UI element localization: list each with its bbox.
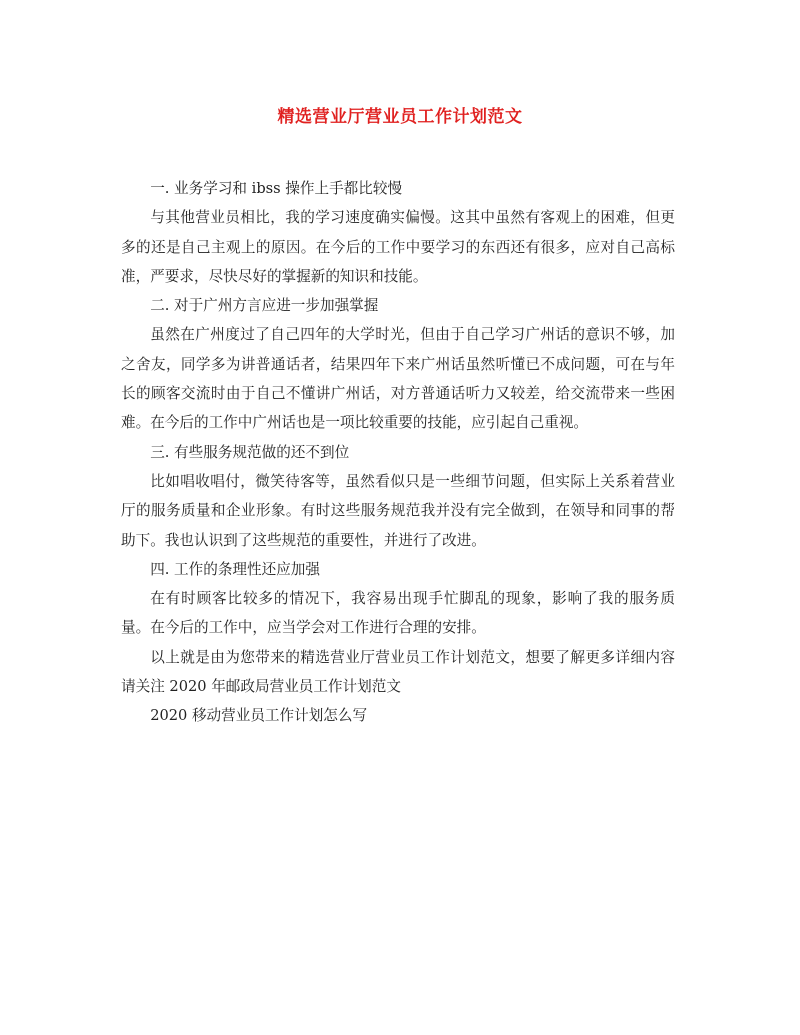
section-heading-2: 二. 对于广州方言应进一步加强掌握 bbox=[150, 297, 379, 315]
related-article-line: 2020 移动营业员工作计划怎么写 bbox=[150, 707, 368, 725]
section-paragraph-2: 虽然在广州度过了自己四年的大学时光，但由于自己学习广州话的意识不够，加之舍友，同学多为讲普通话者，结果四年下来广州话虽然听懂已不成问题，可在与年长的顾客交流时由于自己不懂讲广州话，对方普通话听力又较差，给交流带来一些困难。在今后的工作中广州话也是一项比较重要的技能，应引起自己重视。 bbox=[121, 326, 675, 432]
section-paragraph-1: 与其他营业员相比，我的学习速度确实偏慢。这其中虽然有客观上的困难，但更多的还是自己主观上的原因。在今后的工作中要学习的东西还有很多，应对自己高标准，严要求，尽快尽好的掌握新的知识和技能。 bbox=[121, 209, 675, 285]
section-heading-3: 三. 有些服务规范做的还不到位 bbox=[150, 443, 350, 461]
section-heading-4: 四. 工作的条理性还应加强 bbox=[150, 560, 320, 578]
document-body bbox=[121, 174, 675, 731]
section-heading-1: 一. 业务学习和 ibss 操作上手都比较慢 bbox=[150, 180, 403, 197]
section-paragraph-4: 在有时顾客比较多的情况下，我容易出现手忙脚乱的现象，影响了我的服务质量。在今后的工作中，应当学会对工作进行合理的安排。 bbox=[121, 590, 675, 637]
document-title: 精选营业厅营业员工作计划范文 bbox=[277, 107, 523, 127]
section-paragraph-3: 比如唱收唱付，微笑待客等，虽然看似只是一些细节问题，但实际上关系着营业厅的服务质量和企业形象。有时这些服务规范我并没有完全做到，在领导和同事的帮助下。我也认识到了这些规范的重要性，并进行了改进。 bbox=[121, 472, 675, 549]
closing-paragraph: 以上就是由为您带来的精选营业厅营业员工作计划范文，想要了解更多详细内容请关注 2020 年邮政局营业员工作计划范文 bbox=[121, 648, 675, 696]
